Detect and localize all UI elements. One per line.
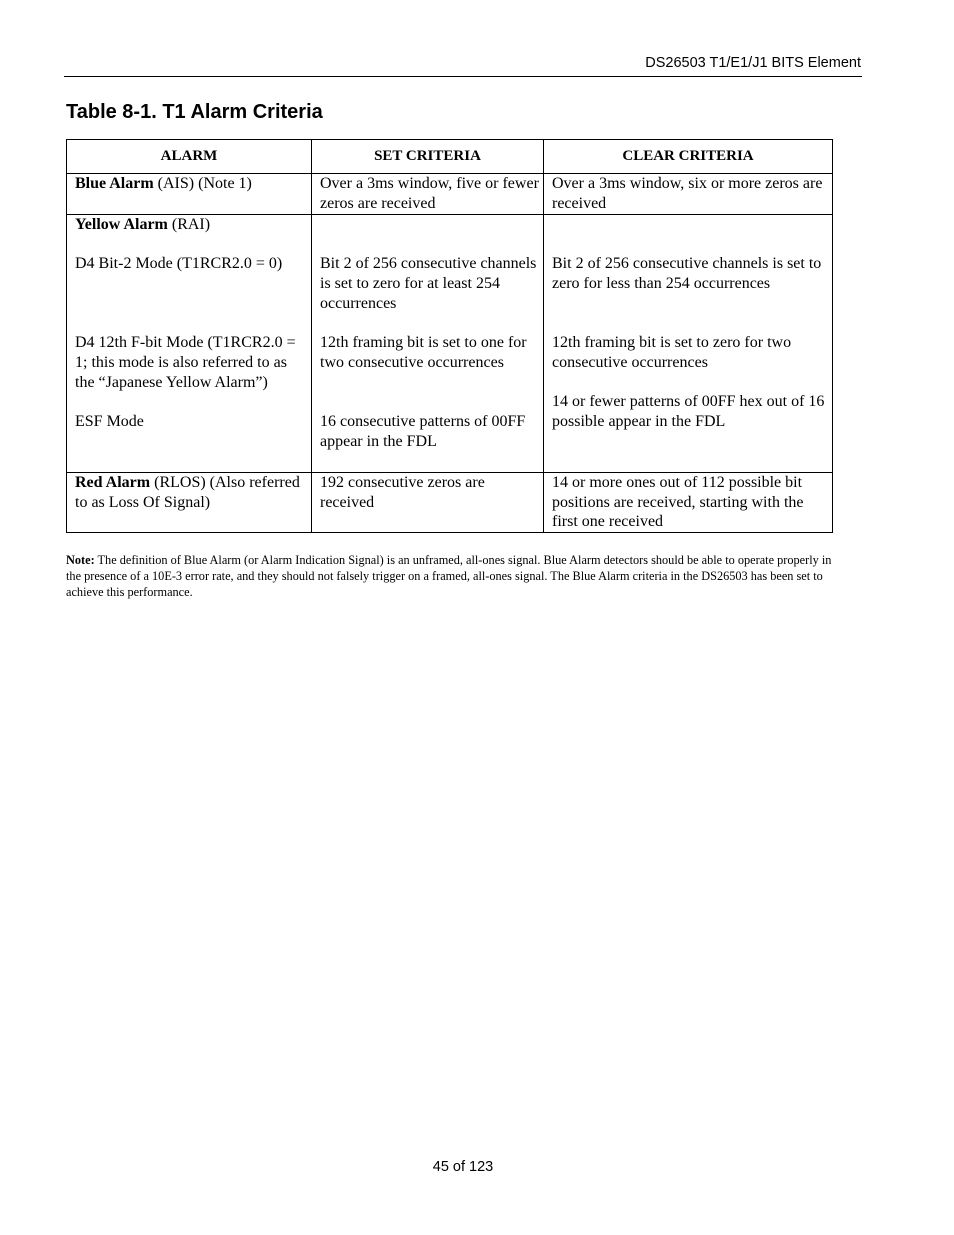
note-label: Note: — [66, 553, 95, 567]
yellow-d4-12th-clear: 12th framing bit is set to zero for two consecutive occurrences — [552, 334, 792, 371]
table-note — [66, 553, 836, 600]
table-row-red-alarm — [67, 473, 833, 533]
yellow-esf-mode: ESF Mode — [75, 412, 144, 430]
red-alarm-name: Red Alarm — [75, 474, 151, 491]
red-alarm-clear: 14 or more ones out of 112 possible bit positions are received, starting with the first one received — [544, 473, 833, 533]
yellow-alarm-suffix: (RAI) — [167, 216, 211, 233]
yellow-set-cell — [312, 215, 544, 473]
yellow-d4-bit2-clear: Bit 2 of 256 consecutive channels is set to zero for less than 254 occurrences — [552, 255, 822, 293]
blue-alarm-suffix: (AIS) (Note 1) — [153, 175, 252, 192]
yellow-esf-set: 16 consecutive patterns of 00FF appear in the FDL — [320, 412, 526, 450]
page-number: 45 of 123 — [432, 1159, 494, 1175]
blue-alarm-clear: Over a 3ms window, six or more zeros are received — [544, 174, 833, 215]
alarm-criteria-table — [66, 139, 833, 533]
yellow-alarm-cell — [67, 215, 312, 473]
document-header-title: DS26503 T1/E1/J1 BITS Element — [645, 55, 861, 71]
red-alarm-suffix: (RLOS) (Also referred to as Loss Of Signal) — [75, 474, 300, 511]
yellow-d4-bit2-set: Bit 2 of 256 consecutive channels is set to zero for at least 254 occurrences — [320, 255, 537, 312]
yellow-d4-12th-mode: D4 12th F-bit Mode (T1RCR2.0 = 1; this mode is also referred to as the “Japanese Yellow Alarm”) — [75, 334, 296, 391]
yellow-alarm-name: Yellow Alarm — [75, 216, 168, 233]
note-text: The definition of Blue Alarm (or Alarm Indication Signal) is an unframed, all-ones signal. Blue Alarm detectors should be able to operate properly in the presence of a 10E-3 error rate, and they should not falsely trigger on a framed, all-ones signal. The Blue Alarm criteria in the DS26503 has been set to achieve this performance. — [66, 553, 832, 599]
red-alarm-set: 192 consecutive zeros are received — [312, 473, 544, 533]
column-header-set-criteria: SET CRITERIA — [312, 140, 544, 174]
blue-alarm-name: Blue Alarm — [75, 175, 154, 192]
red-alarm-cell — [67, 473, 312, 533]
table-header-row — [67, 140, 833, 174]
yellow-d4-bit2-mode: D4 Bit-2 Mode (T1RCR2.0 = 0) — [75, 255, 283, 273]
table-title: Table 8-1. T1 Alarm Criteria — [66, 101, 323, 123]
column-header-alarm: ALARM — [67, 140, 312, 174]
table-row-blue-alarm — [67, 174, 833, 215]
blue-alarm-set: Over a 3ms window, five or fewer zeros are received — [312, 174, 544, 215]
table-row-yellow-alarm — [67, 215, 833, 473]
header-divider — [64, 76, 862, 77]
yellow-d4-12th-set: 12th framing bit is set to one for two consecutive occurrences — [320, 334, 527, 371]
column-header-clear-criteria: CLEAR CRITERIA — [544, 140, 833, 174]
yellow-esf-clear: 14 or fewer patterns of 00FF hex out of 16 possible appear in the FDL — [552, 393, 825, 430]
blue-alarm-cell — [67, 174, 312, 215]
yellow-clear-cell — [544, 215, 833, 473]
